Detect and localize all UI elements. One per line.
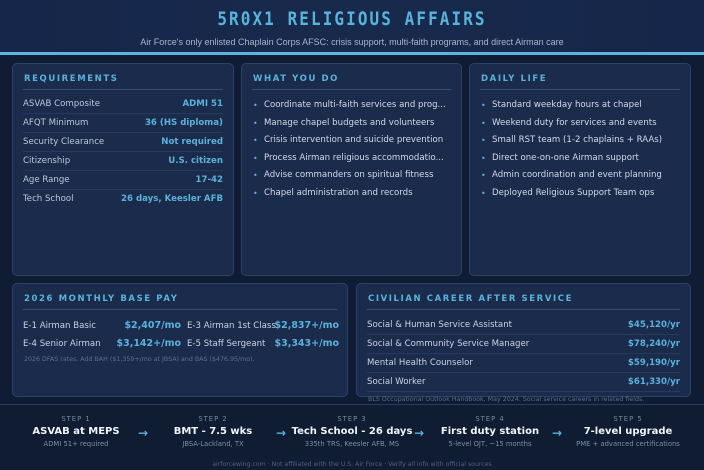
page-subtitle: Air Force's only enlisted Chaplain Corps AFSC: crisis support, multi-faith programs, and direct Airman care xyxy=(140,37,564,47)
bullet-icon: • xyxy=(481,171,486,180)
pay-grade-label: E-1 Airman Basic xyxy=(23,321,96,331)
requirement-label: Age Range xyxy=(23,175,70,185)
divider xyxy=(23,89,223,90)
requirement-value: 36 (HS diploma) xyxy=(144,118,223,128)
list-item: • Admin coordination and event planning xyxy=(480,167,682,185)
step-1 xyxy=(6,415,149,448)
step-2 xyxy=(143,415,283,448)
arrow-right-icon: → xyxy=(414,426,425,440)
divider xyxy=(367,309,680,310)
requirement-value: ADMI 51 xyxy=(182,99,223,109)
list-item: • Deployed Religious Support Team ops xyxy=(480,185,682,203)
step-number: STEP 5 xyxy=(613,415,643,423)
daily-life-panel xyxy=(469,63,691,276)
step-detail: 335th TRS, Keesler AFB, MS xyxy=(304,440,400,448)
civilian-job-row xyxy=(367,335,680,354)
bullet-icon: • xyxy=(253,136,258,145)
pay-amount: $3,142+/mo xyxy=(116,338,181,349)
daily-life-list xyxy=(480,97,682,202)
list-item: • Coordinate multi-faith services and prog... xyxy=(252,97,453,115)
bullet-icon: • xyxy=(481,118,486,128)
pay-cell xyxy=(23,336,181,354)
bullet-icon: • xyxy=(253,153,258,163)
list-item: • Chapel administration and records xyxy=(252,185,453,203)
requirement-label: Tech School xyxy=(23,194,74,204)
bullet-icon: • xyxy=(253,188,258,198)
pay-grid xyxy=(23,318,337,354)
step-detail: 5-level OJT, ~15 months xyxy=(448,440,532,448)
panel-title: REQUIREMENTS xyxy=(24,74,119,84)
list-item: • Standard weekday hours at chapel xyxy=(480,97,682,115)
pay-row xyxy=(23,336,337,354)
job-salary: $59,190/yr xyxy=(627,358,680,368)
step-5 xyxy=(558,415,698,448)
list-item: • Advise commanders on spiritual fitness xyxy=(252,167,453,185)
bullet-icon: • xyxy=(253,171,258,180)
duties-list xyxy=(252,97,453,202)
bullet-icon: • xyxy=(253,118,258,128)
requirement-label: AFQT Minimum xyxy=(23,118,89,128)
step-number: STEP 1 xyxy=(61,415,91,423)
civilian-footnote xyxy=(368,396,644,399)
list-item: • Crisis intervention and suicide prevention xyxy=(252,132,453,150)
job-salary: $78,240/yr xyxy=(627,339,680,349)
requirement-label: ASVAB Composite xyxy=(23,99,101,109)
pay-grade-label: E-5 Staff Sergeant xyxy=(187,339,266,349)
pay-cell xyxy=(187,336,339,354)
divider xyxy=(480,89,680,90)
job-salary: $45,120/yr xyxy=(627,320,680,330)
step-detail: ADMI 51+ required xyxy=(43,440,109,448)
panel-title: DAILY LIFE xyxy=(481,74,548,84)
requirement-row xyxy=(23,152,223,171)
step-number: STEP 2 xyxy=(198,415,228,423)
requirement-value: 17-42 xyxy=(195,175,223,185)
requirement-row xyxy=(23,114,223,133)
bullet-icon: • xyxy=(481,188,486,198)
pay-amount: $3,343+/mo xyxy=(274,338,339,349)
requirement-row xyxy=(23,95,223,114)
step-title: BMT - 7.5 wks xyxy=(173,426,253,437)
job-title: Mental Health Counselor xyxy=(367,358,473,368)
civilian-job-row xyxy=(367,316,680,335)
job-title: Social & Human Service Assistant xyxy=(367,320,513,330)
step-title: 7-level upgrade xyxy=(583,426,673,437)
what-you-do-panel xyxy=(241,63,462,276)
requirement-label: Citizenship xyxy=(23,156,71,166)
page-title: 5R0X1 RELIGIOUS AFFAIRS xyxy=(217,8,487,30)
job-title: Social & Community Service Manager xyxy=(367,339,530,349)
job-title: Social Worker xyxy=(367,377,426,387)
divider xyxy=(23,309,337,310)
pay-amount: $2,407/mo xyxy=(124,320,181,331)
requirement-value: 26 days, Keesler AFB xyxy=(121,194,223,204)
footer-disclaimer: airforcewing.com · Not affiliated with the U.S. Air Force · Verify all info with official sources xyxy=(212,461,492,468)
step-title: First duty station xyxy=(440,426,540,437)
requirement-value: Not required xyxy=(161,137,223,147)
pay-row xyxy=(23,318,337,336)
step-detail: PME + advanced certifications xyxy=(576,440,680,448)
requirement-row xyxy=(23,171,223,190)
civilian-job-row xyxy=(367,373,680,392)
requirement-row xyxy=(23,133,223,152)
list-item: • Manage chapel budgets and volunteers xyxy=(252,115,453,133)
pay-grade-label: E-3 Airman 1st Class xyxy=(187,321,276,331)
arrow-right-icon: → xyxy=(552,426,563,440)
requirements-panel xyxy=(12,63,234,276)
step-number: STEP 4 xyxy=(475,415,505,423)
pay-amount: $2,837+/mo xyxy=(274,320,339,331)
panel-title: CIVILIAN CAREER AFTER SERVICE xyxy=(368,294,574,304)
step-3 xyxy=(282,415,425,448)
pay-cell xyxy=(187,318,339,336)
career-path-steps xyxy=(0,404,704,470)
panel-title: WHAT YOU DO xyxy=(253,74,339,84)
list-item: • Process Airman religious accommodatio... xyxy=(252,150,453,168)
step-4 xyxy=(420,415,563,448)
step-detail: JBSA-Lackland, TX xyxy=(182,440,244,448)
step-title: ASVAB at MEPS xyxy=(32,426,120,437)
list-item: • Direct one-on-one Airman support xyxy=(480,150,682,168)
pay-grade-label: E-4 Senior Airman xyxy=(23,339,101,349)
civilian-job-row xyxy=(367,354,680,373)
list-item: • Small RST team (1-2 chaplains + RAAs) xyxy=(480,132,682,150)
bullet-icon: • xyxy=(253,101,258,110)
step-number: STEP 3 xyxy=(337,415,367,423)
requirement-row xyxy=(23,190,223,209)
bullet-icon: • xyxy=(481,153,486,163)
base-pay-panel xyxy=(12,283,348,397)
step-title: Tech School - 26 days xyxy=(291,426,413,437)
pay-cell xyxy=(23,318,181,336)
requirement-label: Security Clearance xyxy=(23,137,105,147)
arrow-right-icon: → xyxy=(138,426,149,440)
civilian-career-panel xyxy=(356,283,691,397)
bullet-icon: • xyxy=(481,101,486,110)
pay-footnote: 2026 DFAS rates. Add BAH ($1,359+/mo at JBSA) and BAS ($476.95/mo). xyxy=(24,356,255,363)
bullet-icon: • xyxy=(481,136,486,145)
job-salary: $61,330/yr xyxy=(627,377,680,387)
panel-title: 2026 MONTHLY BASE PAY xyxy=(24,294,179,304)
divider xyxy=(252,89,451,90)
list-item: • Weekend duty for services and events xyxy=(480,115,682,133)
page-header xyxy=(0,0,704,53)
requirement-value: U.S. citizen xyxy=(168,156,223,166)
arrow-right-icon: → xyxy=(276,426,287,440)
